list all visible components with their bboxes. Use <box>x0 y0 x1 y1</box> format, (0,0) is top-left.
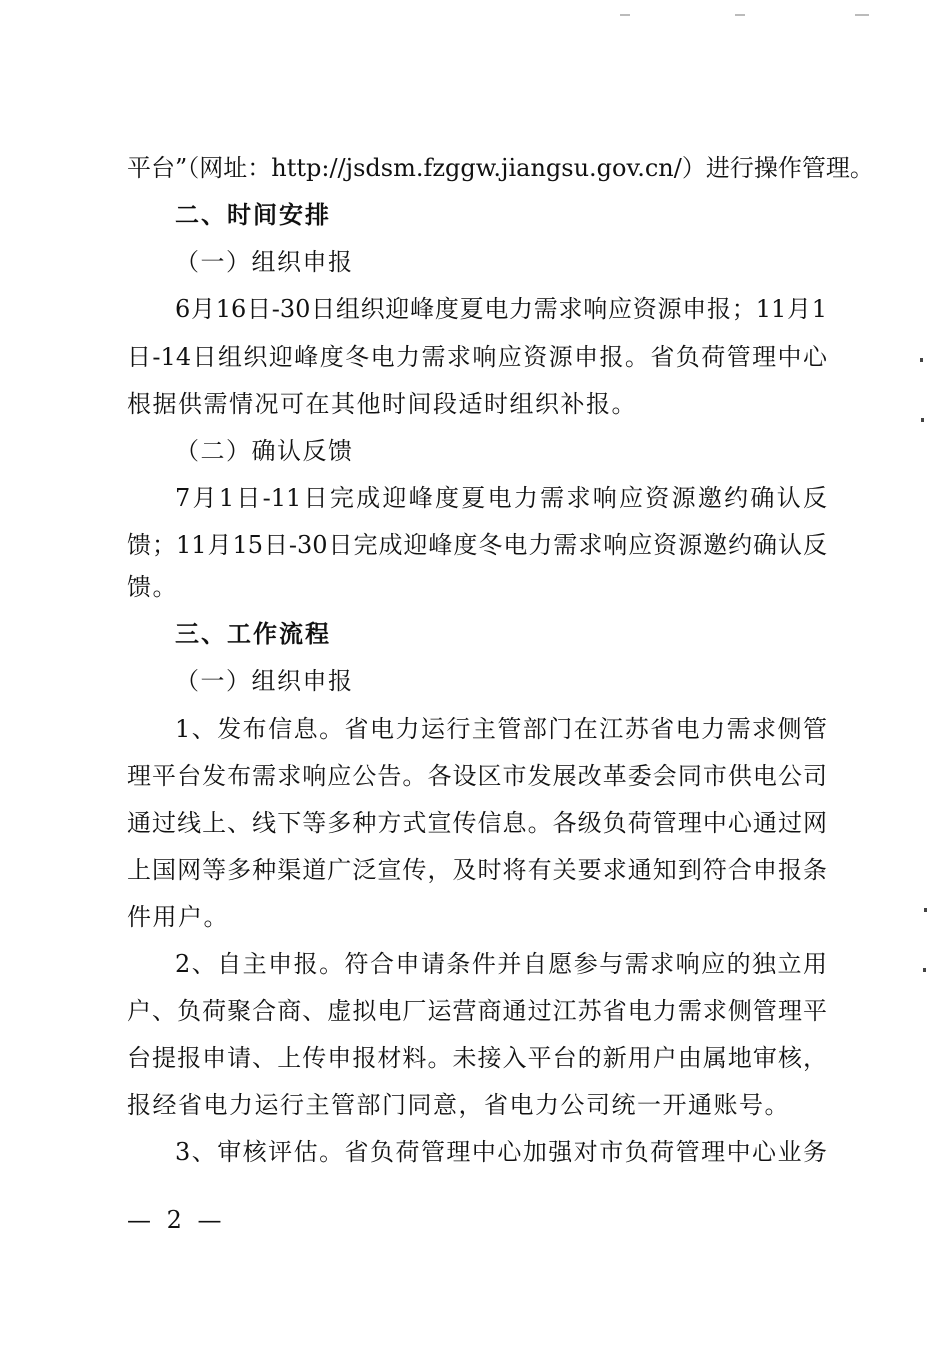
page-number: — 2 — <box>127 1206 226 1234</box>
subsection-heading: （二）确认反馈 <box>175 437 354 465</box>
body-line: 户、负荷聚合商、虚拟电厂运营商通过江苏省电力需求侧管理平 <box>127 997 827 1025</box>
body-line: 1、发布信息。省电力运行主管部门在江苏省电力需求侧管 <box>175 715 827 743</box>
scan-speck <box>921 418 924 422</box>
body-line: 3、审核评估。省负荷管理中心加强对市负荷管理中心业务 <box>175 1138 827 1166</box>
body-line: 2、自主申报。符合申请条件并自愿参与需求响应的独立用 <box>175 950 827 978</box>
section-heading: 三、工作流程 <box>175 620 331 648</box>
body-line: 6月16日-30日组织迎峰度夏电力需求响应资源申报；11月1 <box>175 295 827 323</box>
body-line: 件用户。 <box>127 903 229 931</box>
scan-speck <box>855 14 869 16</box>
subsection-heading: （一）组织申报 <box>175 667 354 695</box>
scan-speck <box>735 14 745 16</box>
scan-speck <box>620 14 630 16</box>
body-line: 根据供需情况可在其他时间段适时组织补报。 <box>127 390 637 418</box>
body-line: 台提报申请、上传申报材料。未接入平台的新用户由属地审核， <box>127 1044 827 1072</box>
body-line: 理平台发布需求响应公告。各设区市发展改革委会同市供电公司 <box>127 762 827 790</box>
body-line: 平台”（网址：http://jsdsm.fzggw.jiangsu.gov.cn/）进行操作管理。 <box>127 154 874 182</box>
body-line: 馈。 <box>127 573 178 601</box>
body-line: 上国网等多种渠道广泛宣传，及时将有关要求通知到符合申报条 <box>127 856 827 884</box>
body-line: 馈；11月15日-30日完成迎峰度冬电力需求响应资源邀约确认反 <box>127 531 827 559</box>
scan-speck <box>920 358 923 362</box>
body-line: 报经省电力运行主管部门同意，省电力公司统一开通账号。 <box>127 1091 790 1119</box>
body-line: 日-14日组织迎峰度冬电力需求响应资源申报。省负荷管理中心 <box>127 343 827 371</box>
scan-speck <box>923 968 926 972</box>
body-line: 7月1日-11日完成迎峰度夏电力需求响应资源邀约确认反 <box>175 484 827 512</box>
body-line: 通过线上、线下等多种方式宣传信息。各级负荷管理中心通过网 <box>127 809 827 837</box>
subsection-heading: （一）组织申报 <box>175 248 354 276</box>
scan-speck <box>924 908 927 912</box>
section-heading: 二、时间安排 <box>175 201 331 229</box>
